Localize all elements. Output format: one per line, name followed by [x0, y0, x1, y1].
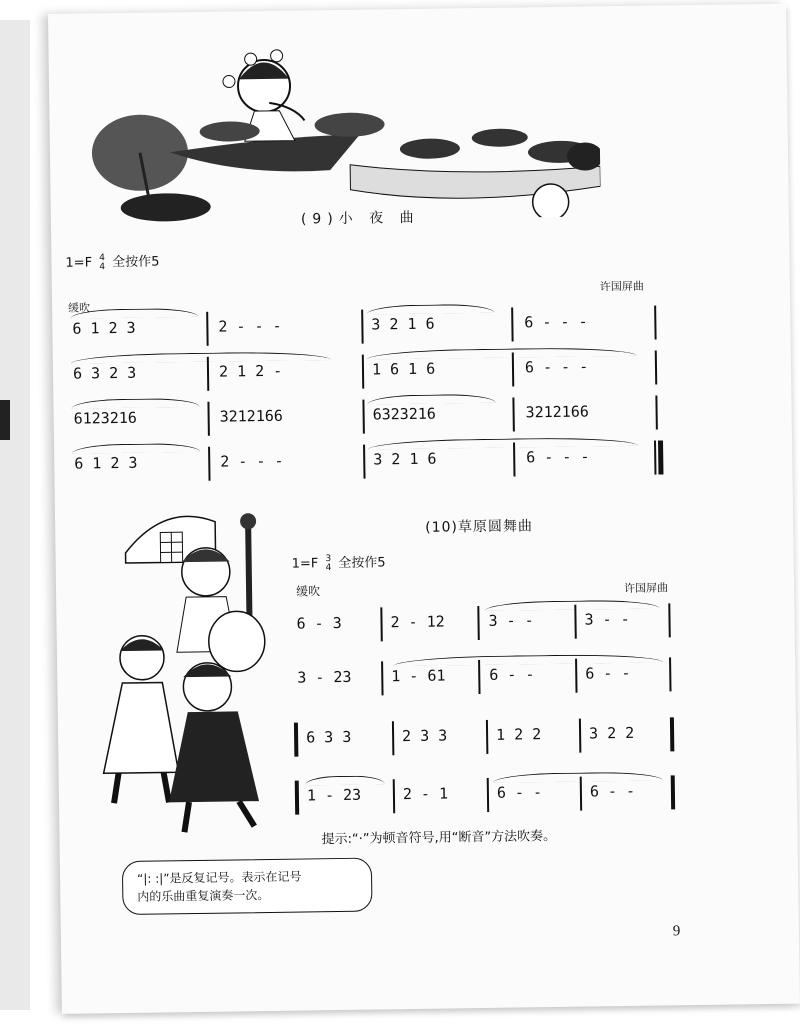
slur: [71, 398, 199, 409]
measure: 6 - - -: [526, 447, 590, 467]
measure: 6 - -: [496, 783, 543, 802]
book-spine-mark: [0, 400, 10, 440]
slur: [493, 771, 663, 782]
measure: 1 - 23: [306, 785, 362, 805]
song-10-time-signature: [325, 555, 331, 573]
left-page-edge: [0, 20, 30, 1010]
bar-line: [513, 443, 515, 477]
bar-line: [668, 603, 670, 637]
song-10-credit: 许国屏曲: [623, 581, 669, 596]
song-10-key-signature: [292, 551, 386, 573]
bar-line: [477, 606, 479, 640]
page-number: 9: [672, 923, 681, 940]
measure: 6 - -: [589, 781, 636, 801]
bar-line: [361, 310, 363, 344]
measure: 6 - - -: [524, 357, 589, 377]
bar-line: [362, 355, 364, 389]
repeat-start-bar: [295, 781, 299, 815]
bar-line: [579, 719, 581, 753]
song-10-row-4: [295, 775, 676, 820]
bar-line: [207, 402, 209, 436]
bar-line: [574, 605, 576, 639]
song-9-title: (9)小 夜 曲: [300, 209, 420, 228]
measure: 2 - - -: [220, 451, 284, 471]
slur: [367, 394, 495, 405]
song-9-tempo: 缓吹: [68, 301, 91, 315]
measure: 6 - -: [585, 663, 631, 683]
bar-line: [207, 357, 209, 391]
song-9-time-bottom: 4: [99, 261, 106, 272]
song-9-key: 1=F: [65, 255, 93, 271]
bar-line: [486, 720, 488, 754]
slur: [72, 443, 200, 454]
measure: 6 - -: [489, 665, 535, 684]
bar-line: [669, 657, 671, 691]
measure: 2 - - -: [218, 316, 282, 336]
song-9-time-top: 4: [99, 252, 106, 263]
measure: 6 3 2 3: [72, 363, 137, 383]
song-10-key: 1=F: [291, 556, 319, 572]
song-10-row-3: [294, 717, 675, 762]
music-page: [48, 4, 800, 1014]
song-9-credit: 许国屏曲: [599, 279, 644, 294]
measure: 2 - 1: [402, 784, 449, 804]
measure: 3 - 23: [297, 667, 352, 687]
callout-line-1: “|: :|”是反复记号。表示在记号: [136, 869, 302, 886]
bar-line: [393, 779, 395, 813]
bar-line: [511, 308, 513, 342]
measure: 3212166: [219, 406, 283, 426]
slur: [366, 304, 494, 315]
bar-line: [654, 306, 656, 340]
measure: 3 2 1 6: [373, 449, 437, 469]
song-9-key-signature: [65, 250, 159, 272]
repeat-sign-callout: [122, 858, 373, 915]
song-9-time-signature: [99, 254, 105, 272]
bar-line: [575, 659, 577, 693]
measure: 1 6 1 6: [371, 359, 436, 379]
final-bar-line: [658, 440, 663, 474]
grassland-dance-illustration: [85, 480, 310, 843]
measure: 1 - 61: [391, 666, 446, 686]
callout-line-2: 内的乐曲重复演奏一次。: [137, 887, 270, 904]
measure: 3 - -: [488, 611, 534, 630]
measure: 6 1 2 3: [72, 318, 136, 338]
measure: 2 1 2 -: [218, 361, 283, 381]
measure: 3 2 1 6: [371, 314, 435, 334]
bar-line: [512, 353, 514, 387]
song-10-tempo: 缓吹: [295, 584, 321, 599]
measure: 2 3 3: [401, 726, 448, 746]
measure: 3212166: [525, 402, 589, 422]
song-10-title: (10)草原圆舞曲: [425, 518, 534, 536]
lotus-pond-illustration: [78, 36, 600, 223]
measure: 3 - -: [584, 609, 630, 629]
measure: 2 - 12: [390, 612, 445, 632]
bar-line: [654, 441, 656, 475]
slur: [305, 775, 385, 785]
measure: 6123216: [73, 408, 137, 428]
song-9-fingering: 全按作5: [112, 254, 160, 271]
song-9-row-3: [67, 396, 658, 444]
slur: [484, 600, 659, 611]
measure: 6 - - -: [524, 312, 588, 332]
song-10-row-1: [292, 603, 673, 648]
bar-line: [206, 312, 208, 346]
song-10-time-bottom: 4: [325, 562, 332, 573]
bar-line: [487, 778, 489, 812]
measure: 6 1 2 3: [74, 453, 138, 473]
song-9-row-1: [66, 306, 657, 354]
bar-line: [362, 400, 364, 434]
song-10-time-top: 3: [325, 553, 332, 564]
bar-line: [655, 396, 657, 430]
measure: 6 - 3: [296, 613, 342, 633]
bar-line: [363, 445, 365, 479]
repeat-end-bar: [671, 775, 675, 809]
measure: 6323216: [372, 404, 436, 424]
bar-line: [381, 661, 383, 695]
measure: 1 2 2: [495, 725, 542, 744]
measure: 3 2 2: [588, 723, 635, 743]
song-10-row-2: [293, 657, 674, 702]
bar-line: [655, 351, 657, 385]
measure: 6 3 3: [306, 727, 352, 747]
repeat-start-bar: [294, 723, 298, 757]
song-10-fingering: 全按作5: [338, 555, 386, 571]
repeat-end-bar: [670, 717, 674, 751]
bar-line: [478, 660, 480, 694]
bar-line: [512, 398, 514, 432]
bar-line: [380, 607, 382, 641]
bar-line: [580, 777, 582, 811]
song-9-row-2: [67, 351, 658, 399]
bar-line: [208, 447, 210, 481]
bar-line: [392, 721, 394, 755]
staccato-hint: 提示:“·”为顿音符号,用“断音”方法吹奏。: [321, 828, 557, 848]
